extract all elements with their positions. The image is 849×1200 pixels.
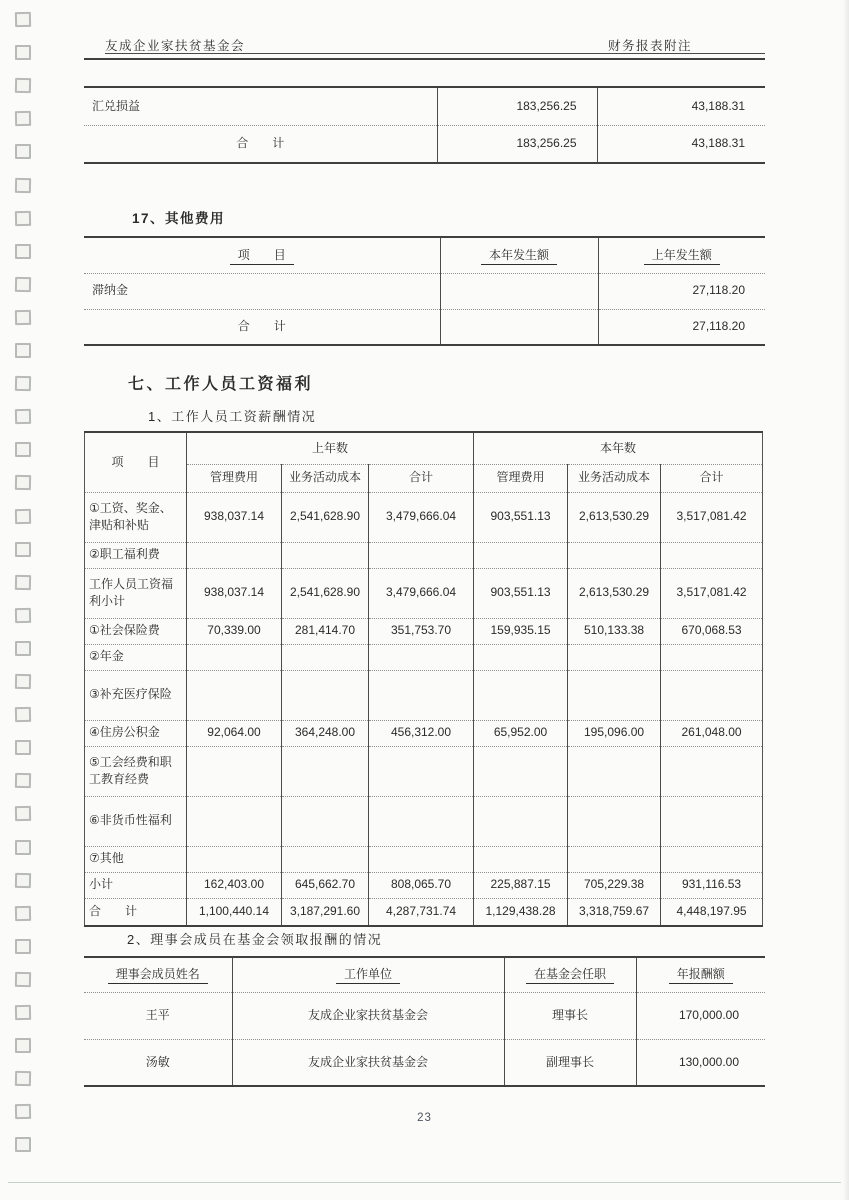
section-7-title: 七、工作人员工资福利 <box>128 376 314 393</box>
binding-hole <box>15 277 31 292</box>
cell <box>474 796 568 846</box>
col-header: 管理费用 <box>474 464 568 492</box>
cell: 92,064.00 <box>187 720 282 746</box>
row-label: ②年金 <box>85 644 187 670</box>
member-pay: 170,000.00 <box>636 992 765 1039</box>
subsection-2-title: 2、理事会成员在基金会领取报酬的情况 <box>127 932 383 947</box>
table-header-row <box>84 237 765 273</box>
cell <box>187 644 282 670</box>
row-label: ②职工福利费 <box>85 542 187 568</box>
prior-year-total: 27,118.20 <box>598 309 765 345</box>
cell: 2,541,628.90 <box>282 568 369 618</box>
prior-year-header: 上年发生额 <box>598 237 765 273</box>
subsection-1-title: 1、工作人员工资薪酬情况 <box>148 409 317 424</box>
salary-sub-header-row <box>85 464 763 492</box>
cell <box>568 746 661 796</box>
binding-hole <box>15 1038 31 1053</box>
member-pay: 130,000.00 <box>636 1039 765 1086</box>
table-row <box>84 273 765 309</box>
col-header: 业务活动成本 <box>568 464 661 492</box>
cell <box>187 846 282 872</box>
binding-hole <box>15 939 31 954</box>
binding-hole <box>15 475 31 490</box>
total-label: 合 计 <box>89 904 138 919</box>
cell: 938,037.14 <box>187 492 282 542</box>
cell <box>568 542 661 568</box>
salary-group-header-row <box>85 432 763 464</box>
pay-header: 年报酬额 <box>636 957 765 992</box>
current-year-total <box>440 309 598 345</box>
salary-table <box>84 431 763 927</box>
cell: 645,662.70 <box>282 872 369 898</box>
cell: 931,116.53 <box>661 872 763 898</box>
cell: 4,448,197.95 <box>661 898 763 926</box>
cell <box>474 746 568 796</box>
cell <box>661 542 763 568</box>
table-row-total <box>84 125 765 163</box>
cell <box>661 670 763 720</box>
member-employer: 友成企业家扶贫基金会 <box>232 1039 504 1086</box>
row-label: 汇兑损益 <box>84 87 437 125</box>
salary-row-subtotal <box>85 872 763 898</box>
current-year-header: 本年发生额 <box>440 237 598 273</box>
cell: 903,551.13 <box>474 568 568 618</box>
binding-hole <box>15 508 31 523</box>
col-header: 管理费用 <box>187 464 282 492</box>
binding-hole <box>15 872 31 887</box>
member-name: 汤敏 <box>145 1054 170 1069</box>
cell: 261,048.00 <box>661 720 763 746</box>
cell: 65,952.00 <box>474 720 568 746</box>
cell <box>661 846 763 872</box>
cell <box>474 644 568 670</box>
row-label: ④住房公积金 <box>85 720 187 746</box>
cell <box>282 796 369 846</box>
document-header-left: 友成企业家扶贫基金会 <box>105 39 246 53</box>
prior-year-group-header: 上年数 <box>187 432 474 464</box>
total-label: 合 计 <box>237 319 286 334</box>
binding-hole <box>15 674 31 689</box>
current-year-group-header: 本年数 <box>474 432 763 464</box>
cell <box>474 542 568 568</box>
col-header: 业务活动成本 <box>282 464 369 492</box>
cell: 808,065.70 <box>369 872 474 898</box>
cell: 3,479,666.04 <box>369 568 474 618</box>
cell <box>474 846 568 872</box>
item-header <box>84 237 440 273</box>
cell <box>282 846 369 872</box>
current-year-value <box>440 273 598 309</box>
cell <box>369 796 474 846</box>
cell: 705,229.38 <box>568 872 661 898</box>
current-year-value: 183,256.25 <box>437 87 597 125</box>
binding-hole <box>15 442 31 457</box>
salary-row <box>85 670 763 720</box>
row-label: ①工资、奖金、津贴和补贴 <box>85 492 187 542</box>
current-year-total: 183,256.25 <box>437 125 597 163</box>
binding-hole <box>15 78 31 93</box>
binding-hole <box>15 343 31 358</box>
cell: 4,287,731.74 <box>369 898 474 926</box>
salary-row <box>85 618 763 644</box>
cell: 3,517,081.42 <box>661 492 763 542</box>
cell: 938,037.14 <box>187 568 282 618</box>
binding-hole <box>15 806 31 821</box>
total-label: 合 计 <box>236 136 285 151</box>
cell <box>282 644 369 670</box>
cell <box>661 796 763 846</box>
cell <box>568 796 661 846</box>
salary-row <box>85 796 763 846</box>
member-name: 王平 <box>84 992 232 1039</box>
table-header-row <box>84 957 765 992</box>
cell <box>369 746 474 796</box>
other-expenses-table <box>84 236 765 346</box>
binding-hole <box>15 409 31 424</box>
header-rule-thick <box>84 58 765 60</box>
cell: 70,339.00 <box>187 618 282 644</box>
binding-hole <box>15 177 31 192</box>
cell: 2,541,628.90 <box>282 492 369 542</box>
binding-hole <box>15 906 31 921</box>
salary-row <box>85 492 763 542</box>
prior-year-value: 27,118.20 <box>598 273 765 309</box>
row-label: ⑥非货币性福利 <box>85 796 187 846</box>
cell: 281,414.70 <box>282 618 369 644</box>
row-label: ⑦其他 <box>85 846 187 872</box>
cell <box>369 644 474 670</box>
cell: 2,613,530.29 <box>568 568 661 618</box>
table-row <box>84 87 765 125</box>
cell <box>187 670 282 720</box>
cell <box>369 670 474 720</box>
binding-hole <box>15 376 31 391</box>
cell: 1,100,440.14 <box>187 898 282 926</box>
section-17-title: 17、其他费用 <box>132 211 226 226</box>
row-label: ⑤工会经费和职工教育经费 <box>85 746 187 796</box>
item-header-text: 项 目 <box>230 248 294 265</box>
member-position: 理事长 <box>504 992 636 1039</box>
binding-hole <box>15 707 31 722</box>
cell: 159,935.15 <box>474 618 568 644</box>
cell: 351,753.70 <box>369 618 474 644</box>
binding-hole <box>15 12 31 27</box>
cell <box>369 846 474 872</box>
prior-year-value: 43,188.31 <box>597 87 765 125</box>
cell: 364,248.00 <box>282 720 369 746</box>
binding-hole <box>15 1137 31 1152</box>
salary-row-total <box>85 898 763 926</box>
binding-hole <box>15 608 31 623</box>
cell <box>282 542 369 568</box>
cell: 3,187,291.60 <box>282 898 369 926</box>
cell: 162,403.00 <box>187 872 282 898</box>
board-compensation-table <box>84 956 765 1087</box>
cell <box>187 542 282 568</box>
cell: 1,129,438.28 <box>474 898 568 926</box>
cell <box>661 746 763 796</box>
member-employer: 友成企业家扶贫基金会 <box>232 992 504 1039</box>
binding-hole <box>15 972 31 987</box>
employer-header: 工作单位 <box>232 957 504 992</box>
board-member-row <box>84 992 765 1039</box>
binding-hole <box>15 575 31 590</box>
cell <box>282 746 369 796</box>
binding-hole <box>15 1071 31 1086</box>
cell: 3,479,666.04 <box>369 492 474 542</box>
cell <box>474 670 568 720</box>
name-header: 理事会成员姓名 <box>84 957 232 992</box>
cell: 2,613,530.29 <box>568 492 661 542</box>
cell: 456,312.00 <box>369 720 474 746</box>
binding-hole <box>15 840 31 855</box>
position-header: 在基金会任职 <box>504 957 636 992</box>
cell <box>187 796 282 846</box>
cell <box>369 542 474 568</box>
cell: 3,517,081.42 <box>661 568 763 618</box>
cell <box>568 644 661 670</box>
cell: 195,096.00 <box>568 720 661 746</box>
document-header-right: 财务报表附注 <box>608 39 693 53</box>
cell: 670,068.53 <box>661 618 763 644</box>
row-label: ③补充医疗保险 <box>85 670 187 720</box>
binding-hole <box>15 641 31 656</box>
cell <box>568 670 661 720</box>
binding-hole <box>15 45 31 60</box>
row-label: 滞纳金 <box>84 273 440 309</box>
row-label: ①社会保险费 <box>85 618 187 644</box>
header-rule-thin <box>105 53 765 54</box>
board-member-row <box>84 1039 765 1086</box>
salary-row <box>85 720 763 746</box>
binding-hole <box>15 1005 31 1020</box>
cell: 3,318,759.67 <box>568 898 661 926</box>
cell <box>568 846 661 872</box>
exchange-gain-table <box>84 86 765 164</box>
col-header: 合计 <box>661 464 763 492</box>
item-header: 项 目 <box>85 432 187 492</box>
cell: 903,551.13 <box>474 492 568 542</box>
cell <box>282 670 369 720</box>
binding-hole <box>15 144 31 159</box>
row-label: 小计 <box>85 872 187 898</box>
salary-row <box>85 644 763 670</box>
binding-hole <box>15 244 31 259</box>
binding-hole <box>15 210 31 225</box>
cell <box>187 746 282 796</box>
cell: 225,887.15 <box>474 872 568 898</box>
binding-hole <box>15 310 31 325</box>
binding-hole <box>15 773 31 788</box>
salary-row <box>85 846 763 872</box>
binding-hole <box>15 542 31 557</box>
salary-row-subtotal <box>85 568 763 618</box>
row-label: 工作人员工资福利小计 <box>85 568 187 618</box>
cell <box>661 644 763 670</box>
salary-row <box>85 542 763 568</box>
binding-hole <box>15 111 31 126</box>
cell: 510,133.38 <box>568 618 661 644</box>
page-number: 23 <box>417 1112 432 1124</box>
binding-hole <box>15 740 31 755</box>
prior-year-total: 43,188.31 <box>597 125 765 163</box>
salary-row <box>85 746 763 796</box>
member-position: 副理事长 <box>504 1039 636 1086</box>
scan-artifact-line <box>8 1182 841 1183</box>
table-row-total <box>84 309 765 345</box>
col-header: 合计 <box>369 464 474 492</box>
